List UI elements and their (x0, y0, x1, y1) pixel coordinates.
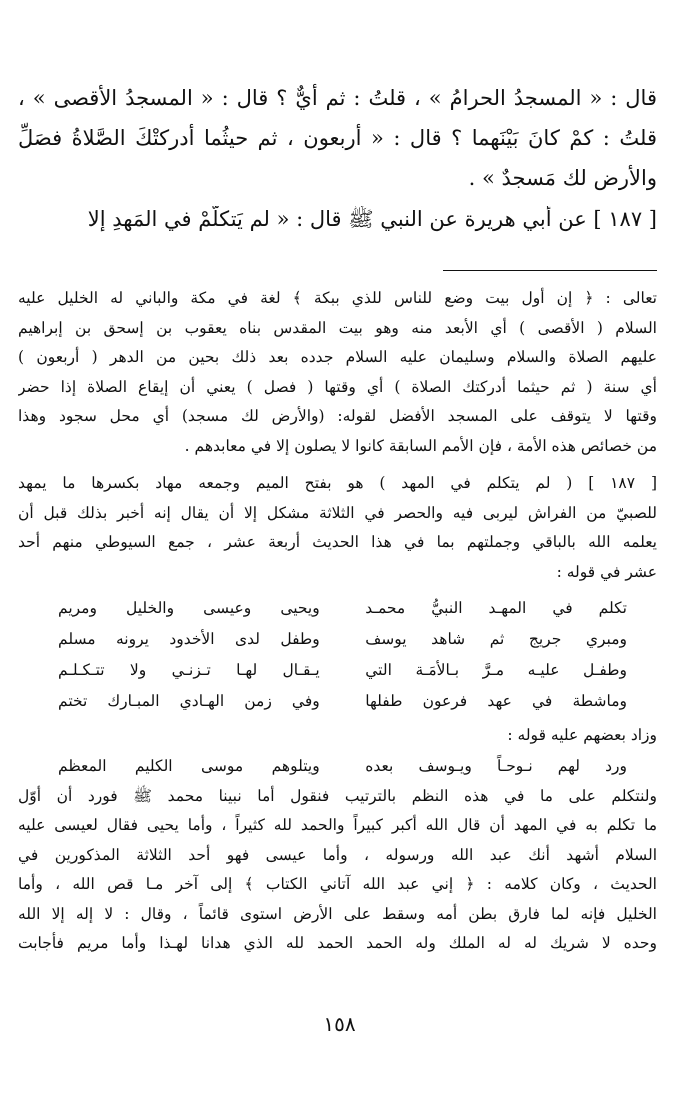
hemistich: وماشطة في عهد فرعون طفلها (365, 692, 627, 710)
footnote-separator (443, 270, 657, 271)
main-text (18, 78, 657, 237)
note-line: الخليل فإنه لما فارق بطن أمه وسقط على الأرض استوى قائماً ، وقال : لا إله إلا الله (18, 904, 657, 923)
note-line: من خصائص هذه الأمة ، فإن الأمم السابقة كانوا لا يصلون إلا في معابدهم . (184, 436, 657, 455)
hemistich: يـقـال لهـا تـزنـي ولا تتـكـلـم (58, 661, 320, 679)
hemistich: ويتلوهم موسى الكليم المعظم (58, 756, 320, 775)
note-line: ما تكلم به في المهد أن قال الله أكبر كبيراً والحمد لله كثيراً ، وأما يحيى فقال لعيسى عليه (18, 816, 657, 834)
main-line: قلتُ : كمْ كانَ بَيْنَهما ؟ قال : « أربعون ، ثم حيثُما أدركتْكَ الصَّلاةُ فصَلِّ (18, 126, 657, 150)
poem (58, 593, 627, 717)
poem-verse (58, 655, 627, 686)
note-line: يعلمه الله بالباقي وجملتهم بما في هذا الحديث أربعة عشر ، جمع السيوطي منهم أحد (18, 533, 657, 551)
main-line: قال : « المسجدُ الحرامُ » ، قلتُ : ثم أيٌّ ؟ قال : « المسجدُ الأقصى » ، (18, 86, 657, 110)
note-line: ولنتكلم على ما في هذه النظم بالترتيب فنقول أما نبينا محمد ﷺ فورد أن أوّل (18, 786, 657, 805)
addition-intro: وزاد بعضهم عليه قوله : (507, 726, 657, 744)
hemistich: تكلم في المهـد النبيُّ محمـد (365, 599, 627, 617)
footnotes (18, 284, 657, 959)
note-line: [ ١٨٧ ] ( لم يتكلم في المهد ) هو بفتح الميم وجمعه مهاد بكسرها ما يمهد (18, 474, 657, 492)
note-line: للصبيّ من الفراش ليربى فيه والحصر في الثلاثة مشكل إلا أن يقال إنه أخبر بذلك قبل أن (18, 503, 657, 522)
note-line: وقتها لا يتوقف على المسجد الأفضل لقوله: (والأرض لك مسجد) أي محل سجود وهذا (18, 407, 657, 425)
hemistich: وطفل لدى الأخدود يرونه مسلم (58, 630, 320, 648)
hemistich: وطفـل عليـه مـرَّ بـالأمَـة التي (365, 661, 627, 679)
main-line: والأرض لك مَسجدٌ » . (468, 166, 657, 190)
poem-verse (58, 751, 627, 782)
poem-verse (58, 686, 627, 717)
poem-addition (58, 751, 627, 782)
hemistich: وفي زمن الهـادي المبـارك تختم (58, 692, 320, 710)
hemistich: ومبري جريج ثم شاهد يوسف (365, 630, 627, 648)
note-line: أي سنة ( ثم حيثما أدركتك الصلاة ) أي وقتها ( فصل ) يعني أن إيقاع الصلاة إذا حضر (18, 377, 657, 396)
note-line: تعالى : ﴿ إن أول بيت وضع للناس للذي ببكة ﴾ لغة في مكة والباني له الخليل عليه (18, 289, 657, 307)
page-number: ١٥٨ (323, 1012, 356, 1036)
note-line: عشر في قوله : (556, 562, 657, 581)
hemistich: ورد لهم نـوحـاً ويـوسف بعده (365, 756, 627, 775)
note-line: وحده لا شريك له له الملك وله الحمد الحمد لله الذي هدانا لهـذا وأما مريم فأجابت (18, 934, 657, 952)
hemistich: ويحيى وعيسى والخليل ومريم (58, 599, 320, 617)
hadith-187: [ ١٨٧ ] عن أبي هريرة عن النبي ﷺ قال : « لم يَتكلَّمْ في المَهدِ إلا (87, 207, 657, 231)
note-line: عليهم الصلاة والسلام وسليمان عليه السلام جدده بعد ذلك بحين من الدهر ( أربعون ) (18, 348, 657, 366)
note-line: السلام أشهد أنك عبد الله ورسوله ، وأما عيسى فهو أحد الثلاثة المذكورين في (18, 845, 657, 864)
poem-verse (58, 624, 627, 655)
poem-verse (58, 593, 627, 624)
note-line: السلام ( الأقصى ) أي الأبعد منه وهو بيت المقدس بناه يعقوب بن إسحق بن إبراهيم (18, 318, 657, 337)
note-line: الحديث ، وكان كلامه : ﴿ إني عبد الله آتاني الكتاب ﴾ إلى آخر مـا قص الله ، وأما (18, 875, 657, 893)
